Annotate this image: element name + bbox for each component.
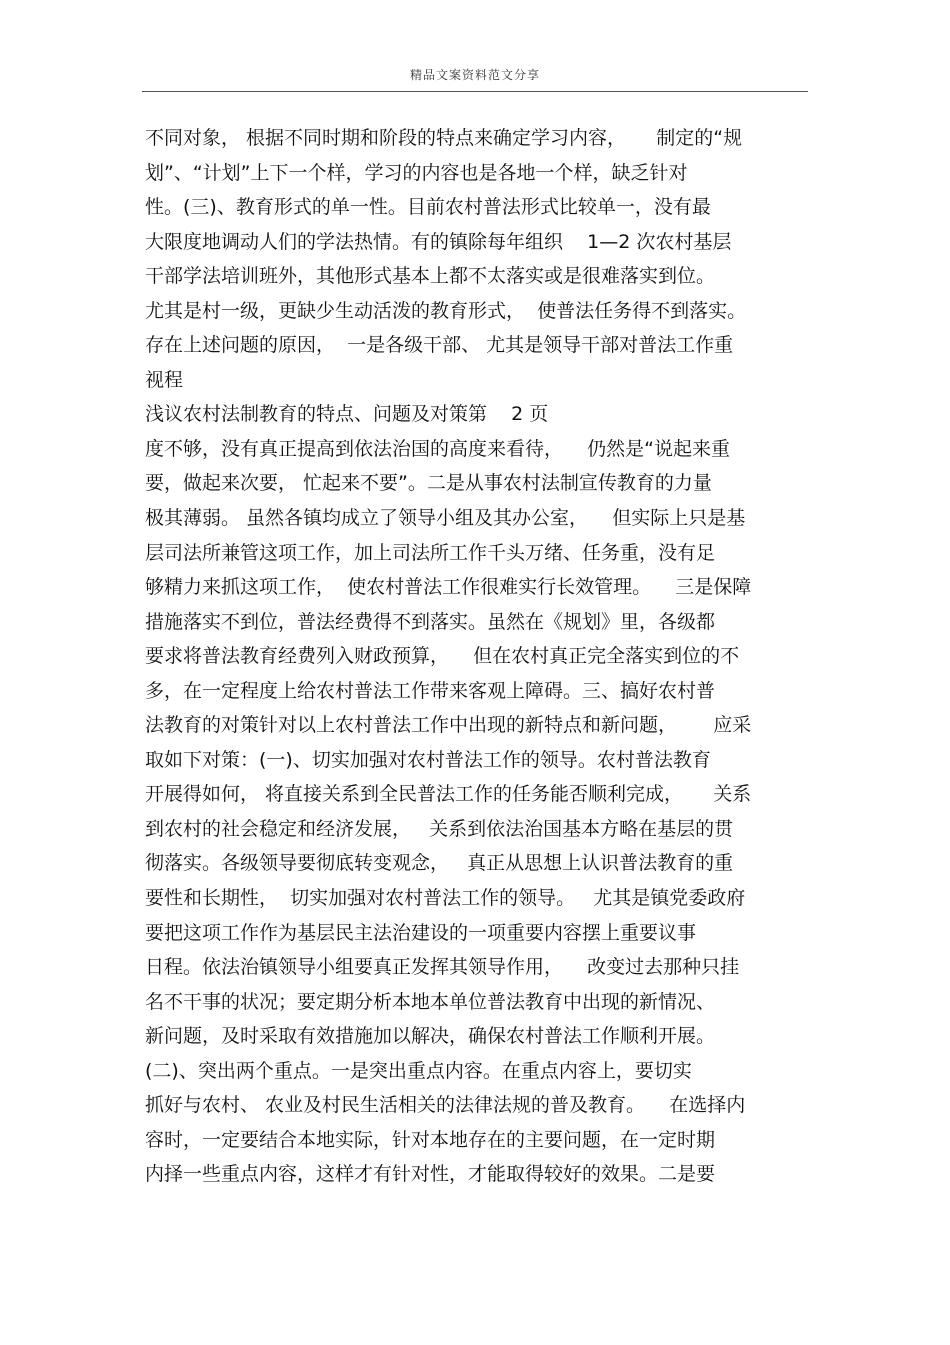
header-divider xyxy=(142,91,808,92)
text-line: 够精力来抓这项工作， 使农村普法工作很难实行长效管理。 三是保障 xyxy=(145,576,752,599)
page-header: 精品文案资料范文分享 xyxy=(409,68,540,82)
text-line: 大限度地调动人们的学法热情。有的镇除每年组织 1—2 次农村基层 xyxy=(145,230,732,253)
text-line: 性。(三)、教育形式的单一性。目前农村普法形式比较单一，没有最 xyxy=(145,196,711,219)
text-line: 干部学法培训班外，其他形式基本上都不太落实或是很难落实到位。 xyxy=(145,265,716,288)
document-body xyxy=(145,121,815,1192)
text-line: 划”、“计划”上下一个样，学习的内容也是各地一个样，缺乏针对 xyxy=(145,161,688,184)
text-line: 尤其是村一级，更缺少生动活泼的教育形式， 使普法任务得不到落实。 xyxy=(145,299,747,322)
text-line: 彻落实。各级领导要彻底转变观念， 真正从思想上认识普法教育的重 xyxy=(145,852,734,875)
text-line: 层司法所兼管这项工作，加上司法所工作千头万绪、任务重，没有足 xyxy=(145,541,716,564)
text-line: 名不干事的状况；要定期分析本地本单位普法教育中出现的新情况、 xyxy=(145,990,716,1013)
text-line: 内择一些重点内容，这样才有针对性，才能取得较好的效果。二是要 xyxy=(145,1163,716,1186)
page-continuation-label: 浅议农村法制教育的特点、问题及对策第 2 页 xyxy=(145,403,549,426)
text-line: 要求将普法教育经费列入财政预算， 但在农村真正完全落实到位的不 xyxy=(145,645,740,668)
text-line: 开展得如何， 将直接关系到全民普法工作的任务能否顺利完成， 关系 xyxy=(145,783,752,806)
text-line: 多，在一定程度上给农村普法工作带来客观上障碍。三、搞好农村普 xyxy=(145,679,716,702)
text-line: 措施落实不到位，普法经费得不到落实。虽然在《规划》里，各级都 xyxy=(145,610,716,633)
text-line: 极其薄弱。 虽然各镇均成立了领导小组及其办公室， 但实际上只是基 xyxy=(145,507,746,530)
text-line: 取如下对策：(一)、切实加强对农村普法工作的领导。农村普法教育 xyxy=(145,748,711,771)
text-line: 度不够，没有真正提高到依法治国的高度来看待， 仍然是“说起来重 xyxy=(145,437,731,460)
text-line: 容时，一定要结合本地实际，针对本地存在的主要问题，在一定时期 xyxy=(145,1128,716,1151)
text-line: 视程 xyxy=(145,368,184,391)
text-line: 要性和长期性， 切实加强对农村普法工作的领导。 尤其是镇党委政府 xyxy=(145,887,746,910)
text-line: 到农村的社会稳定和经济发展， 关系到依法治国基本方略在基层的贯 xyxy=(145,817,734,840)
text-line: 要把这项工作作为基层民主法治建设的一项重要内容摆上重要议事 xyxy=(145,921,697,944)
text-line: 法教育的对策针对以上农村普法工作中出现的新特点和新问题， 应采 xyxy=(145,714,752,737)
text-line: 不同对象， 根据不同时期和阶段的特点来确定学习内容， 制定的“规 xyxy=(145,127,743,149)
text-line: 日程。依法治镇领导小组要真正发挥其领导作用， 改变过去那种只挂 xyxy=(145,956,740,979)
text-line: (二)、突出两个重点。一是突出重点内容。在重点内容上，要切实 xyxy=(145,1059,692,1082)
text-line: 新问题，及时采取有效措施加以解决，确保农村普法工作顺利开展。 xyxy=(145,1025,716,1048)
text-line: 要，做起来次要， 忙起来不要”。二是从事农村法制宣传教育的力量 xyxy=(145,472,712,495)
text-line: 抓好与农村、 农业及村民生活相关的法律法规的普及教育。 在选择内 xyxy=(145,1094,746,1117)
text-line: 存在上述问题的原因， 一是各级干部、 尤其是领导干部对普法工作重 xyxy=(145,334,734,357)
